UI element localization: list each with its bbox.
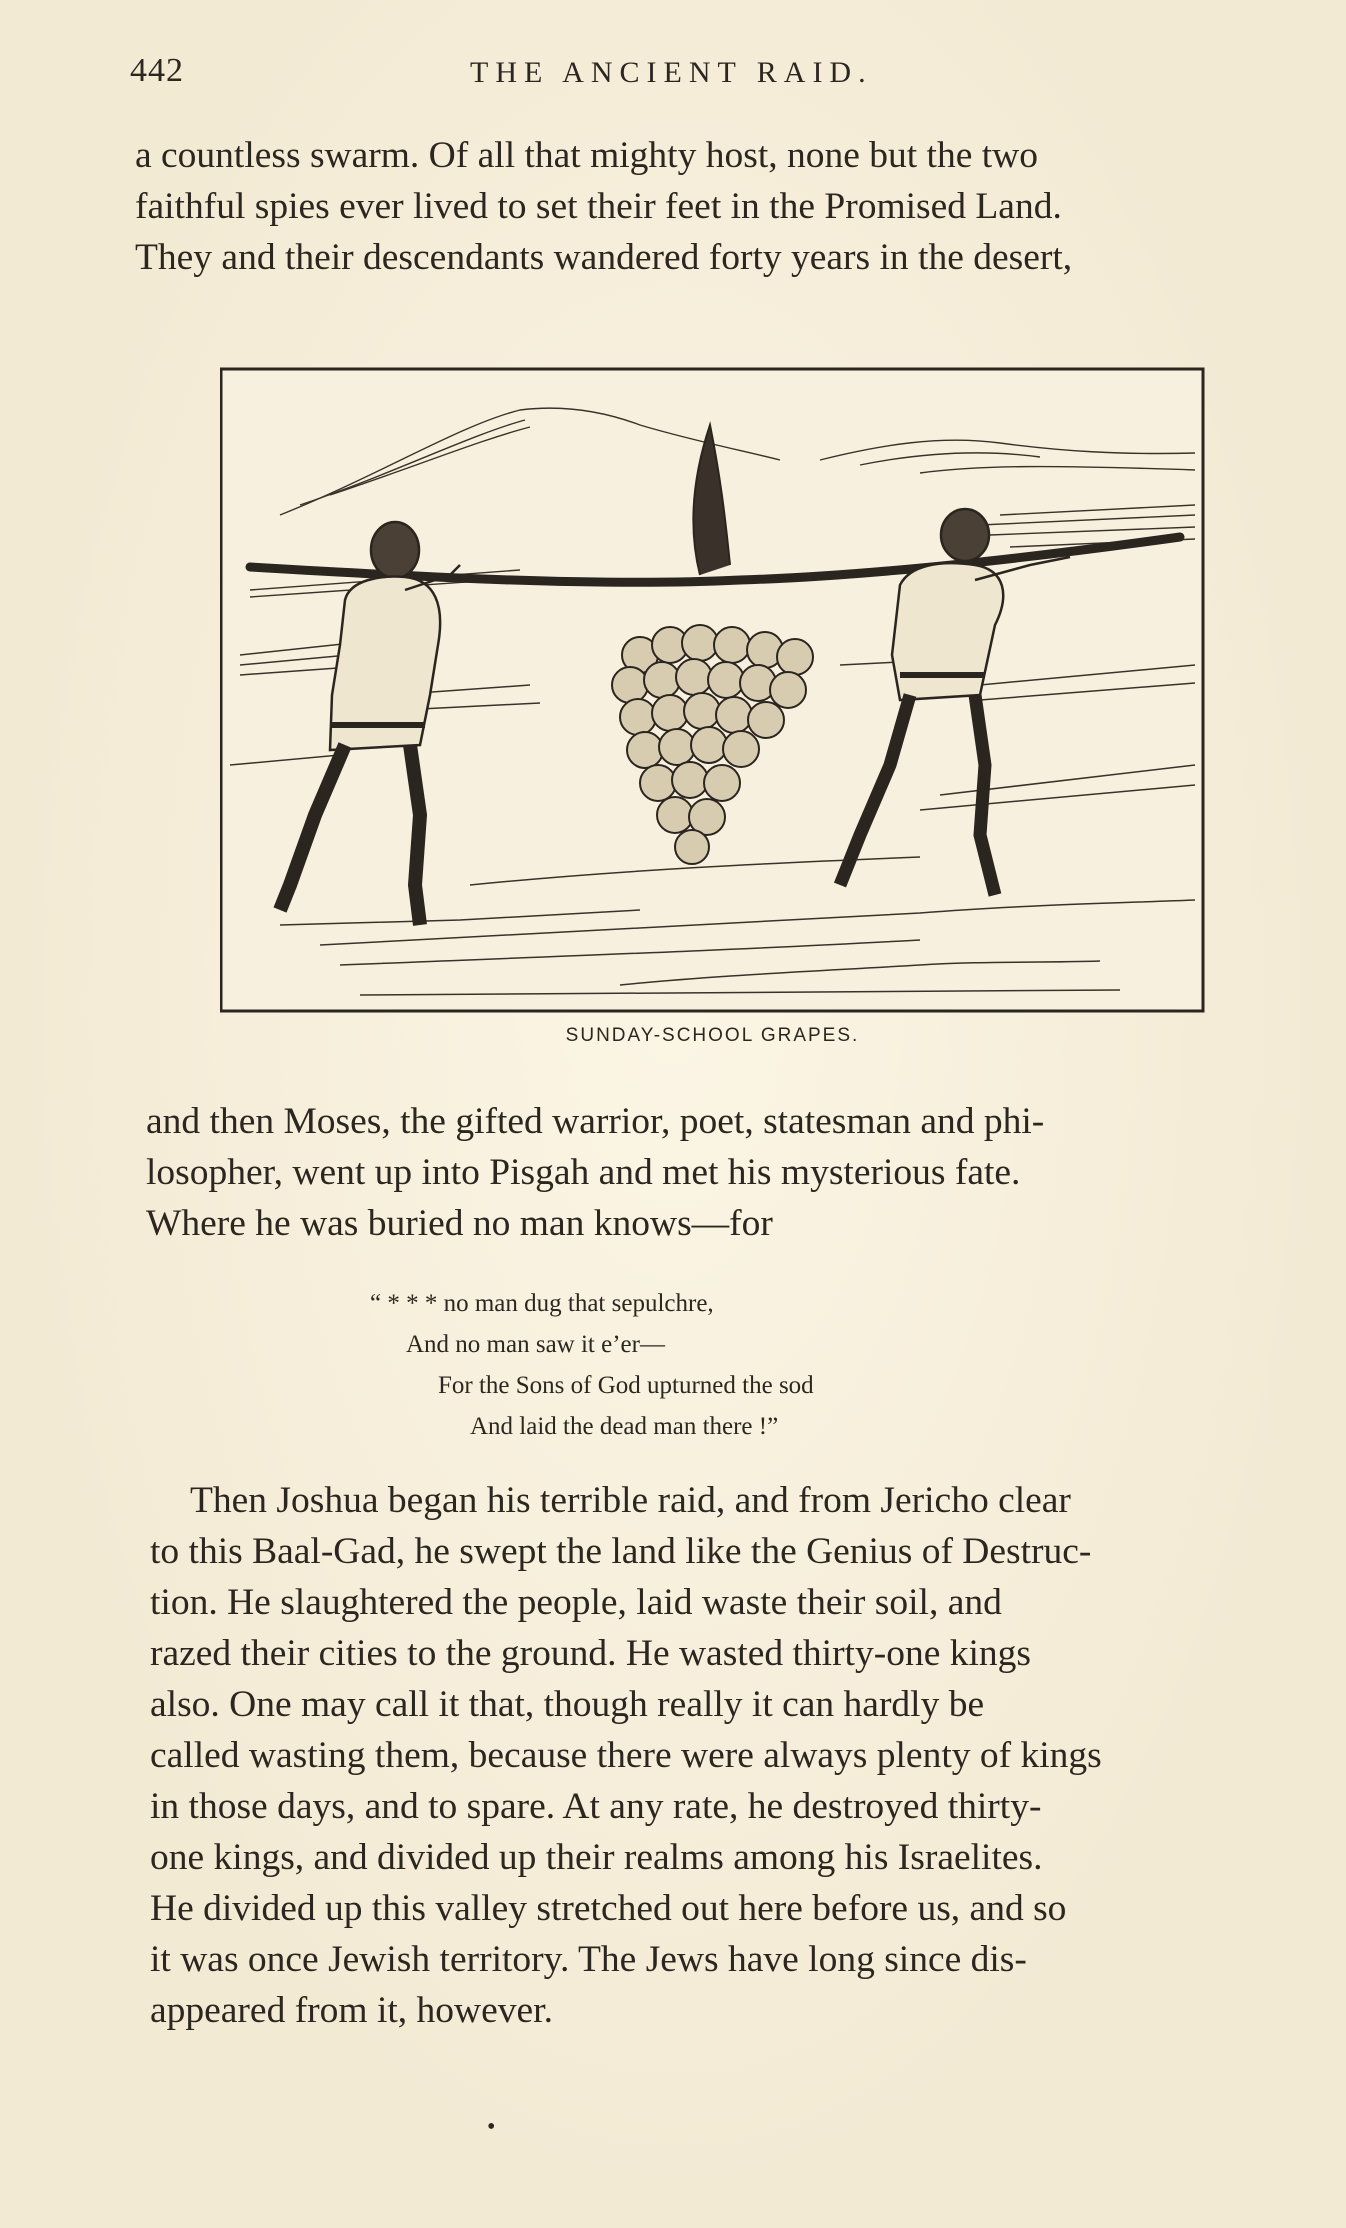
page-number: 442 xyxy=(130,52,184,89)
verse-line: And laid the dead man there !” xyxy=(470,1413,779,1440)
paragraph-2 xyxy=(146,1096,1291,1249)
text-line: to this Baal-Gad, he swept the land like the Genius of Destruc- xyxy=(150,1531,1092,1572)
text-line: also. One may call it that, though really it can hardly be xyxy=(150,1684,985,1725)
verse-quote xyxy=(370,1283,1070,1447)
text-line: They and their descendants wandered forty years in the desert, xyxy=(135,237,1073,278)
text-line: called wasting them, because there were always plenty of kings xyxy=(150,1735,1102,1776)
text-line: appeared from it, however. xyxy=(150,1990,553,2031)
footer-mark: • xyxy=(487,2114,496,2140)
text-line: faithful spies ever lived to set their feet in the Promised Land. xyxy=(135,186,1062,227)
running-head xyxy=(130,52,1280,102)
paragraph-3 xyxy=(150,1475,1295,2036)
verse-line: For the Sons of God upturned the sod xyxy=(438,1372,814,1399)
illustration xyxy=(220,365,1205,1015)
engraving-image xyxy=(220,365,1205,1015)
figure-caption: SUNDAY-SCHOOL GRAPES. xyxy=(565,1025,860,1046)
text-line: it was once Jewish territory. The Jews have long since dis- xyxy=(150,1939,1027,1980)
text-line: losopher, went up into Pisgah and met his mysterious fate. xyxy=(146,1152,1021,1193)
text-line: Then Joshua began his terrible raid, and from Jericho clear xyxy=(190,1480,1071,1521)
text-line: a countless swarm. Of all that mighty host, none but the two xyxy=(135,135,1038,176)
text-line: tion. He slaughtered the people, laid waste their soil, and xyxy=(150,1582,1002,1623)
text-line: Where he was buried no man knows—for xyxy=(146,1203,773,1244)
text-line: one kings, and divided up their realms among his Israelites. xyxy=(150,1837,1043,1878)
verse-line: “ * * * no man dug that sepulchre, xyxy=(370,1290,714,1317)
text-line: razed their cities to the ground. He wasted thirty-one kings xyxy=(150,1633,1031,1674)
text-line: and then Moses, the gifted warrior, poet, statesman and phi- xyxy=(146,1101,1045,1142)
verse-line: And no man saw it e’er— xyxy=(406,1331,665,1358)
text-line: He divided up this valley stretched out here before us, and so xyxy=(150,1888,1067,1929)
running-title: THE ANCIENT RAID. xyxy=(470,56,873,89)
text-line: in those days, and to spare. At any rate, he destroyed thirty- xyxy=(150,1786,1042,1827)
paragraph-1 xyxy=(135,130,1285,283)
